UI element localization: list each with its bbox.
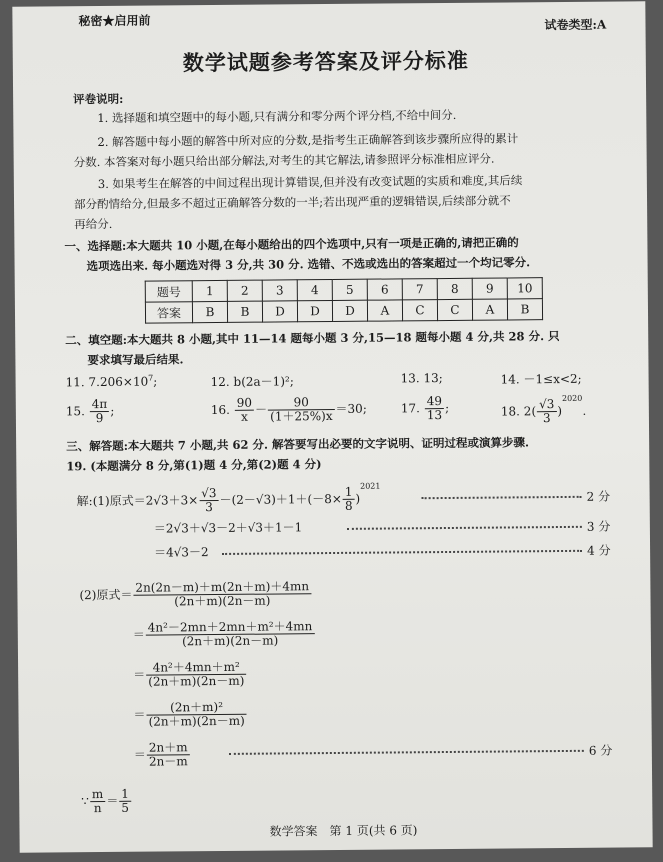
- score-mark: 6 分: [588, 743, 613, 758]
- section1-line1: 一、选择题:本大题共 10 小题,在每小题给出的四个选项中,只有一项是正确的,请把正确的: [64, 235, 519, 254]
- solution-1-line3: ＝4√3－2: [154, 545, 209, 560]
- solution-2-step4: ＝ $\frac{\text{(2n＋m)²}}{(2n+m)(2n-m)}$: [133, 699, 245, 729]
- table-row: [145, 299, 542, 323]
- table-cell: A: [472, 299, 507, 320]
- answer-16: 16. $\frac{90}{x}$ － $\frac{90}{(1+25\%)x}$ ＝30;: [210, 395, 367, 424]
- answer-13: 13. 13;: [400, 371, 443, 386]
- table-cell: 8: [437, 278, 472, 299]
- solution-2-step3: ＝ $\frac{\text{4n²＋4mn＋m²}}{(2n+m)(2n-m)}$: [133, 659, 245, 689]
- leader-dots: [229, 750, 584, 755]
- section2-line2: 要求填写最后结果.: [87, 352, 184, 368]
- table-cell: 4: [297, 279, 332, 300]
- answer-17: 17. $\frac{49}{13}$ ;: [400, 394, 450, 423]
- section1-line2: 选项选出来. 每小题选对得 3 分,共 30 分. 选错、不选或选出的答案超过一个均记零分.: [86, 255, 531, 274]
- answer-14: 14. －1≤x<2;: [500, 371, 582, 387]
- table-cell: 10: [507, 278, 542, 299]
- note-3b: 部分酌情给分,但最多不超过正确解答分数的一半;若出现严重的逻辑错误,后续部分就不: [73, 193, 511, 212]
- table-cell: 3: [262, 280, 297, 301]
- confidential-label: 秘密★启用前: [78, 13, 151, 29]
- table-cell: B: [227, 301, 262, 322]
- table-header-cell: 答案: [145, 302, 192, 323]
- table-cell: 2: [227, 280, 262, 301]
- answer-table: [145, 277, 543, 323]
- question-19-heading: 19. (本题满分 8 分,第(1)题 4 分,第(2)题 4 分): [66, 457, 322, 474]
- table-cell: B: [192, 301, 227, 322]
- solution-2-step2: ＝ $\frac{\text{4n²－2mn＋2mn＋m²＋4mn}}{(2n+m)(2n-m)}$: [133, 620, 316, 649]
- since-statement: ∵ $\frac{m}{n}$ ＝ $\frac{1}{5}$: [81, 786, 130, 816]
- table-cell: 9: [472, 278, 507, 299]
- page-footer: 数学答案 第 1 页(共 6 页): [269, 823, 418, 839]
- table-cell: 6: [367, 279, 402, 300]
- solution-1-line2: ＝2√3＋√3－2＋√3＋1－1: [153, 520, 303, 536]
- table-cell: C: [437, 299, 472, 320]
- note-2b: 分数. 本答案对每小题只给出部分解法,对考生的其它解法,请参照评分标准相应评分.: [73, 151, 495, 170]
- page-title: 数学试题参考答案及评分标准: [182, 47, 469, 76]
- table-cell: A: [367, 300, 402, 321]
- table-cell: 7: [402, 279, 437, 300]
- answer-15: 15. $\frac{4\pi}{9}$ ;: [65, 396, 115, 426]
- table-cell: D: [332, 300, 367, 321]
- section3-line1: 三、解答题:本大题共 7 小题,共 62 分. 解答要写出必要的文字说明、证明过程或演算步骤.: [66, 435, 529, 454]
- score-mark: 2 分: [586, 489, 611, 504]
- solution-2-step1: (2)原式＝ $\frac{2n(2n-m)+m(2n+m)+4mn}{(2n+m)(2n-m)}$: [79, 580, 312, 609]
- note-2a: 2. 解答题中每小题的解答中所对应的分数,是指考生正确解答到该步骤所应得的累计: [97, 131, 519, 150]
- solution-1-line1: 解:(1)原式＝2√3＋3× $\frac{√3}{3}$ －(2－√3)＋1＋(－8× $\frac{1}{8}$ )$^{2021}$: [76, 481, 381, 515]
- leader-dots: [222, 550, 582, 555]
- leader-dots: [422, 496, 582, 499]
- solution-2-step5: ＝ $\frac{2n+m}{2n-m}$: [133, 740, 188, 769]
- answer-11: 11. $7.206\times 10^7$;: [65, 373, 158, 390]
- note-3a: 3. 如果考生在解答的中间过程出现计算错误,但并没有改变试题的实质和难度,其后续: [97, 173, 523, 192]
- answer-18: 18. 2( $\frac{√3}{3}$ )$^{2020}$.: [500, 393, 587, 426]
- section2-line1: 二、填空题:本大题共 8 小题,其中 11—14 题每小题 3 分,15—18 题每小题 4 分,共 28 分. 只: [65, 329, 560, 348]
- table-header-cell: 题号: [145, 281, 192, 302]
- answer-sheet: [12, 1, 652, 852]
- note-1: 1. 选择题和填空题中的每小题,只有满分和零分两个评分档,不给中间分.: [97, 107, 457, 126]
- answer-12: 12. b(2a－1)²;: [210, 374, 294, 390]
- table-cell: D: [297, 300, 332, 321]
- table-cell: 1: [192, 280, 227, 301]
- paper-type-label: 试卷类型:A: [544, 17, 607, 33]
- note-3c: 再给分.: [74, 216, 113, 232]
- table-cell: D: [262, 301, 297, 322]
- table-cell: B: [507, 299, 542, 320]
- table-cell: 5: [332, 279, 367, 300]
- score-mark: 4 分: [587, 543, 611, 558]
- leader-dots: [347, 526, 582, 530]
- table-cell: C: [402, 300, 437, 321]
- score-mark: 3 分: [586, 519, 611, 534]
- notes-heading: 评卷说明:: [73, 91, 124, 107]
